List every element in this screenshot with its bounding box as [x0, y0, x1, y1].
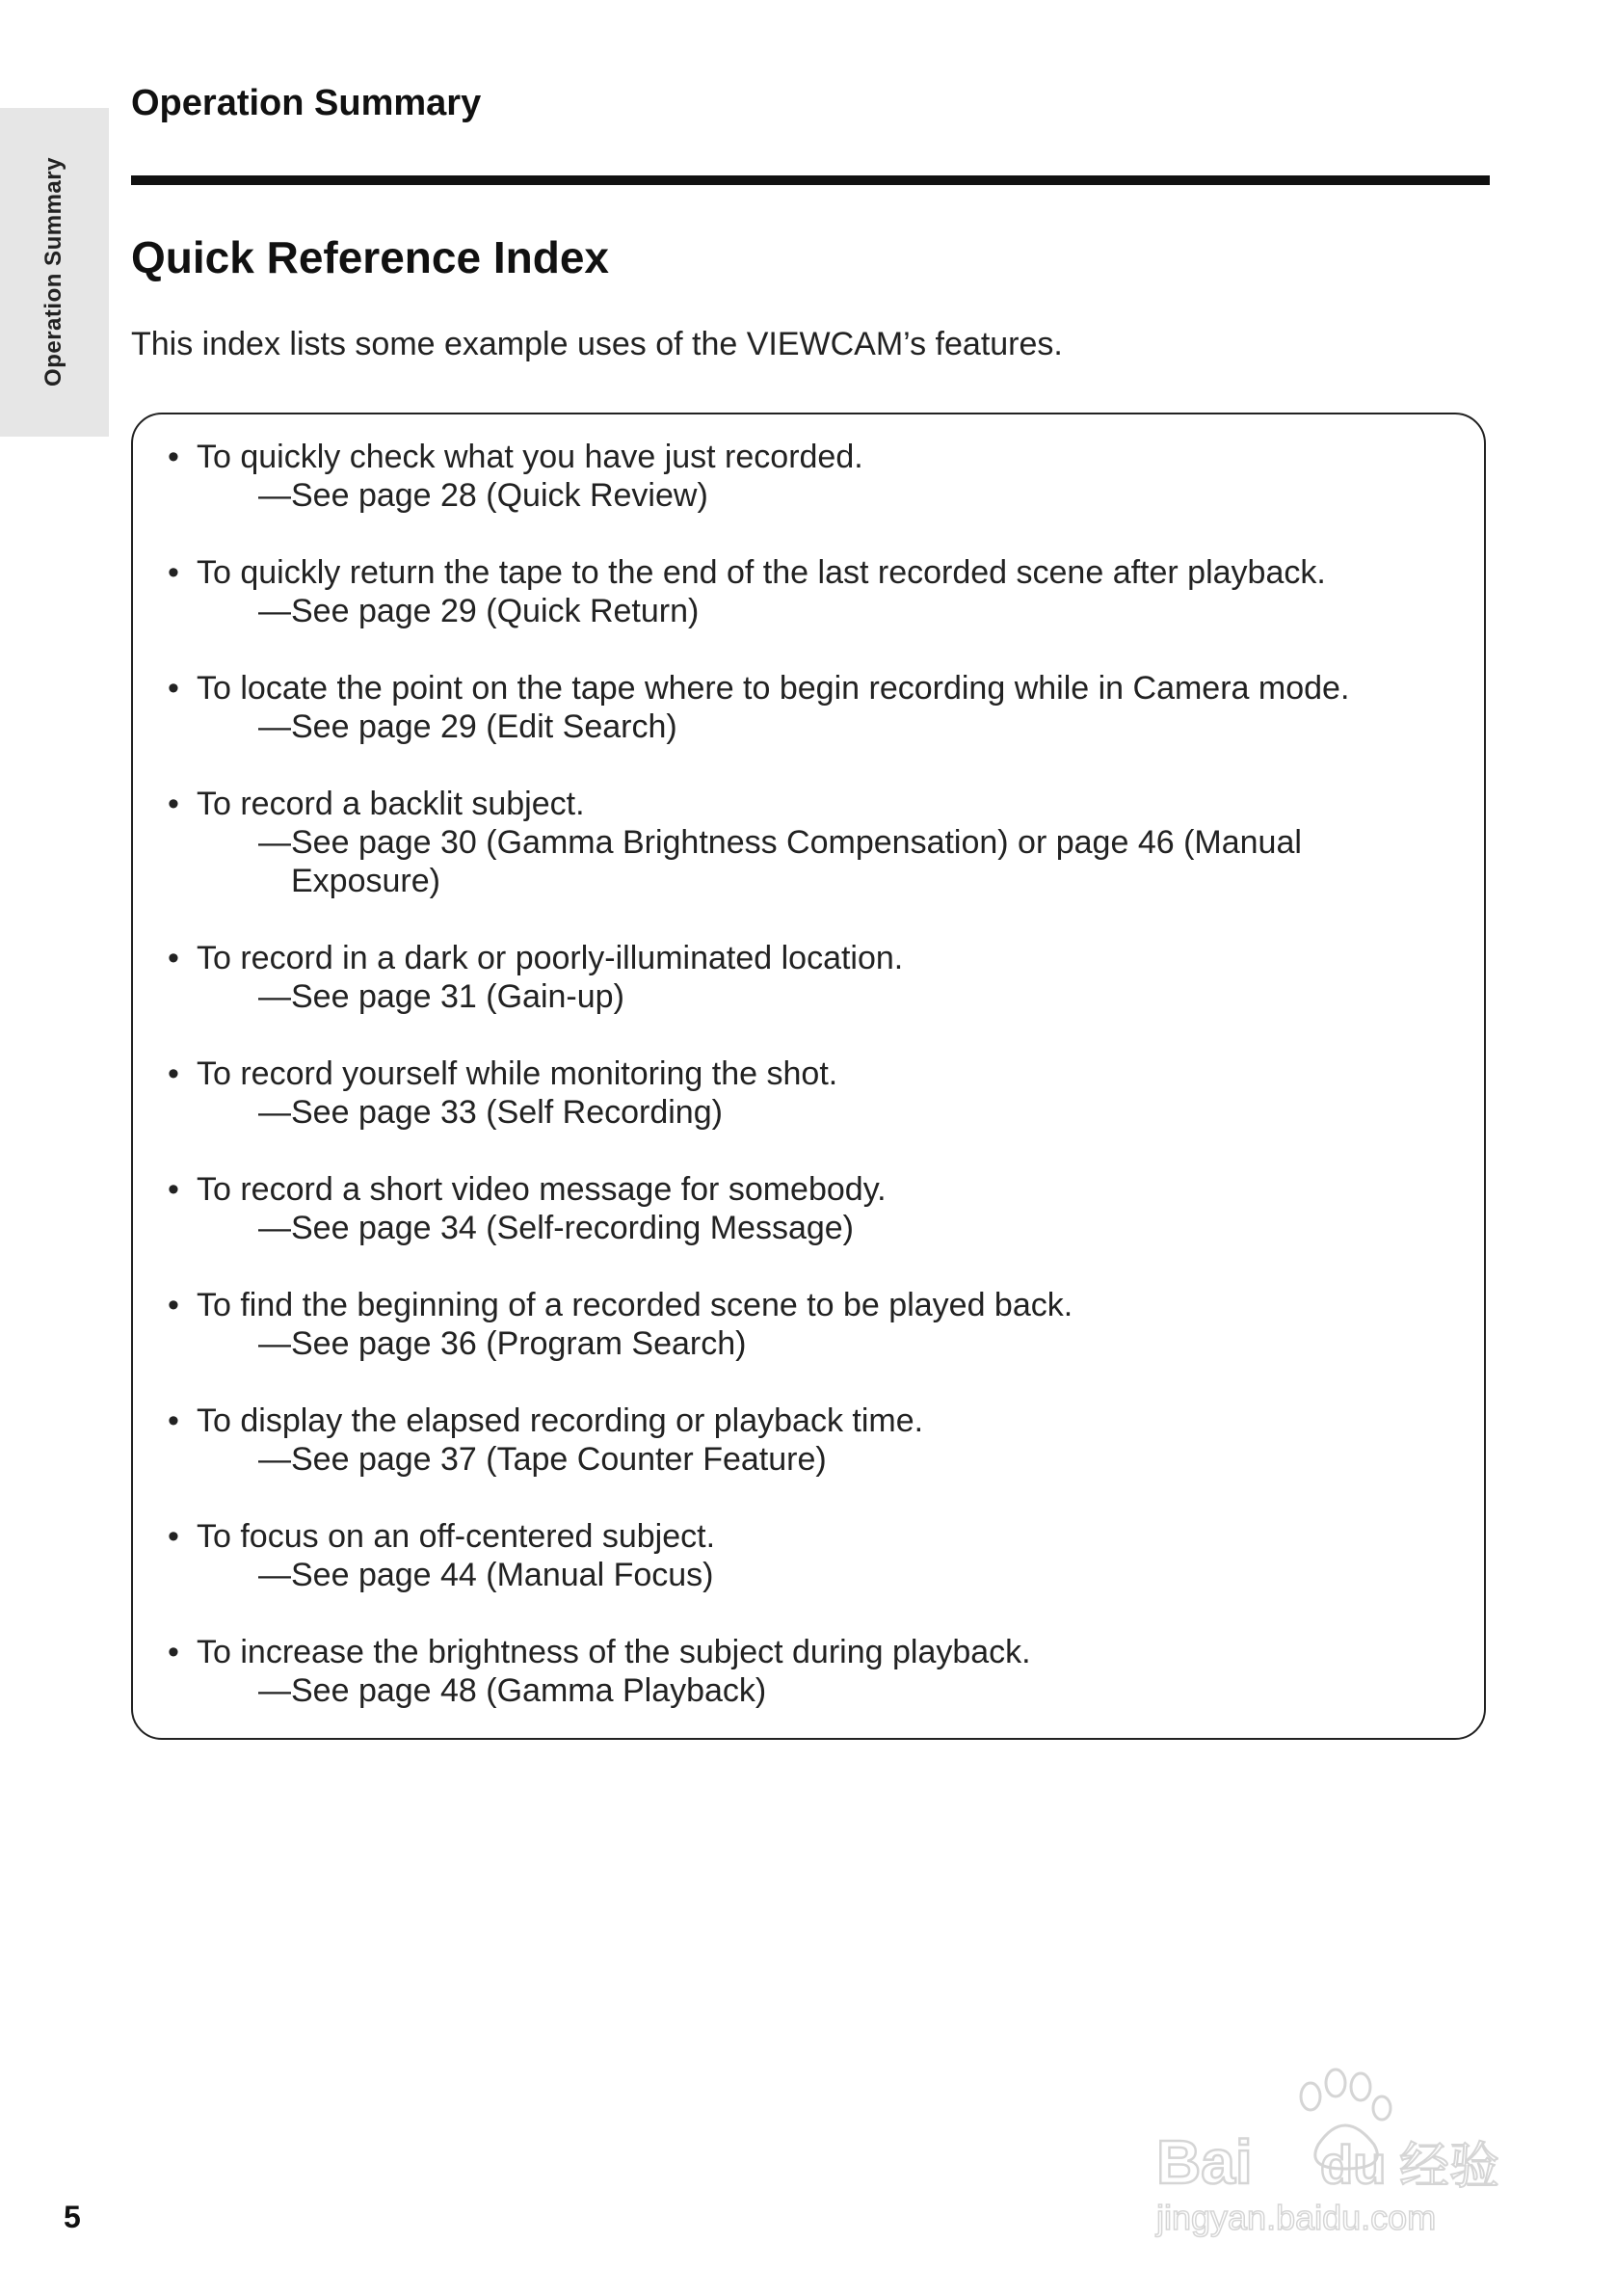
entry-task: To display the elapsed recording or playback time. [197, 1402, 924, 1439]
list-item [168, 1517, 1455, 1594]
list-item [168, 939, 1455, 1016]
bullet-icon: • [168, 1402, 179, 1439]
bullet-icon: • [168, 1518, 179, 1555]
list-item [168, 1402, 1455, 1479]
entry-page-ref: —See page 31 (Gain-up) [258, 978, 624, 1015]
entry-task: To locate the point on the tape where to begin recording while in Camera mode. [197, 670, 1350, 707]
svg-text:经验: 经验 [1399, 2138, 1500, 2196]
list-item [168, 669, 1455, 746]
list-item [168, 785, 1455, 900]
side-tab [0, 108, 109, 437]
entry-task: To find the beginning of a recorded scene to be played back. [197, 1287, 1073, 1323]
svg-text:jingyan.baidu.com: jingyan.baidu.com [1156, 2198, 1437, 2237]
page-number: 5 [64, 2200, 81, 2234]
bullet-icon: • [168, 1634, 179, 1670]
list-item [168, 1286, 1455, 1363]
list-item [168, 1055, 1455, 1132]
entry-task: To record in a dark or poorly-illuminated location. [197, 940, 904, 976]
list-item [168, 1633, 1455, 1710]
bullet-icon: • [168, 1287, 179, 1323]
entry-page-ref: —See page 29 (Edit Search) [258, 708, 677, 745]
entry-list [168, 438, 1455, 1749]
entry-task: To increase the brightness of the subject during playback. [197, 1634, 1031, 1670]
header-title: Operation Summary [131, 83, 482, 123]
list-item [168, 438, 1455, 515]
entry-page-ref: —See page 28 (Quick Review) [258, 477, 708, 514]
quick-reference-box [131, 413, 1486, 1740]
entry-task: To record yourself while monitoring the shot. [197, 1055, 838, 1092]
baidu-watermark-logo [1147, 2058, 1532, 2241]
entry-page-ref: —See page 33 (Self Recording) [258, 1094, 723, 1131]
entry-page-ref: —See page 48 (Gamma Playback) [258, 1672, 767, 1709]
bullet-icon: • [168, 670, 179, 707]
entry-page-ref: —See page 44 (Manual Focus) [258, 1557, 714, 1593]
entry-page-ref: —See page 30 (Gamma Brightness Compensation) or page 46 (Manual Exposure) [258, 824, 1302, 899]
bullet-icon: • [168, 786, 179, 822]
section-heading: Quick Reference Index [131, 232, 609, 282]
entry-page-ref: —See page 34 (Self-recording Message) [258, 1210, 854, 1246]
bullet-icon: • [168, 554, 179, 591]
entry-task: To quickly check what you have just recorded. [197, 439, 863, 475]
list-item [168, 553, 1455, 630]
list-item [168, 1170, 1455, 1247]
entry-page-ref: —See page 29 (Quick Return) [258, 593, 700, 629]
bullet-icon: • [168, 940, 179, 976]
side-tab-label: Operation Summary [40, 157, 66, 387]
bullet-icon: • [168, 1171, 179, 1208]
entry-task: To record a short video message for somebody. [197, 1171, 887, 1208]
svg-text:du: du [1320, 2134, 1387, 2195]
bullet-icon: • [168, 1055, 179, 1092]
entry-task: To record a backlit subject. [197, 786, 585, 822]
entry-task: To quickly return the tape to the end of the last recorded scene after playback. [197, 554, 1326, 591]
entry-task: To focus on an off-centered subject. [197, 1518, 716, 1555]
entry-page-ref: —See page 37 (Tape Counter Feature) [258, 1441, 827, 1478]
svg-text:Bai: Bai [1156, 2127, 1253, 2197]
header-rule [131, 175, 1490, 185]
entry-page-ref: —See page 36 (Program Search) [258, 1325, 747, 1362]
intro-text: This index lists some example uses of the VIEWCAM’s features. [131, 326, 1063, 362]
bullet-icon: • [168, 439, 179, 475]
